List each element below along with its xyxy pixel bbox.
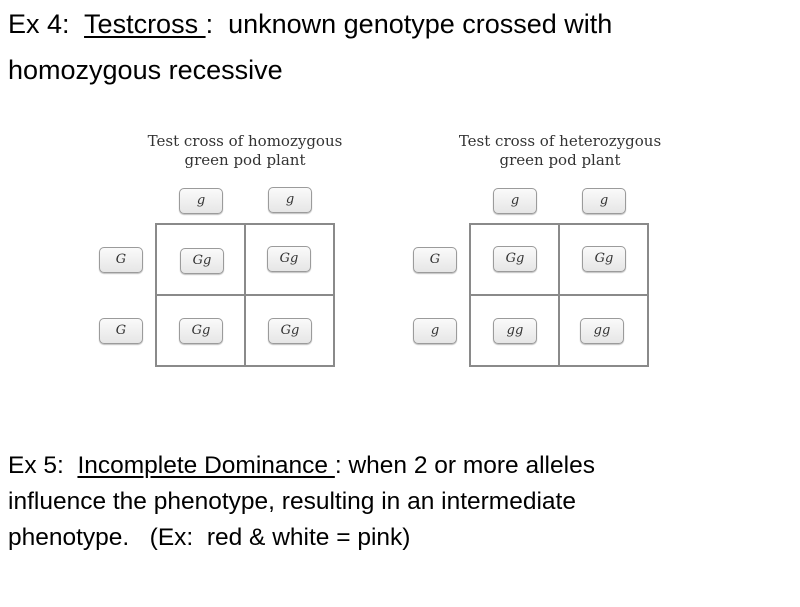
grid-line	[155, 365, 335, 367]
side-allele-chip: g	[413, 318, 457, 344]
offspring-genotype-chip: Gg	[582, 246, 626, 272]
ex5-label: Ex 5:	[8, 452, 78, 479]
grid-line	[469, 223, 649, 225]
top-allele-chip: g	[582, 188, 626, 214]
ex4-heading	[8, 4, 612, 44]
side-allele-chip: G	[99, 318, 143, 344]
cross-title	[430, 132, 690, 170]
ex5-definition: : when 2 or more alleles	[334, 452, 595, 479]
cross-title-line2: green pod plant	[184, 151, 306, 169]
ex5-heading	[8, 446, 595, 486]
grid-line	[155, 223, 335, 225]
grid-line	[469, 365, 649, 367]
top-allele-chip: g	[268, 187, 312, 213]
ex4-label: Ex 4:	[8, 9, 85, 39]
ex5-definition-line2: influence the phenotype, resulting in an intermediate	[8, 488, 576, 515]
cross-title-line1: Test cross of heterozygous	[458, 132, 662, 150]
top-allele-chip: g	[179, 188, 223, 214]
grid-line	[469, 294, 649, 296]
side-allele-chip: G	[99, 247, 143, 273]
offspring-genotype-chip: Gg	[268, 318, 312, 344]
ex4-term: Testcross	[84, 9, 206, 39]
ex4-definition: : unknown genotype crossed with	[205, 9, 613, 39]
side-allele-chip: G	[413, 247, 457, 273]
ex5-term: Incomplete Dominance	[77, 452, 335, 479]
offspring-genotype-chip: Gg	[180, 248, 224, 274]
cross-title-line1: Test cross of homozygous	[147, 132, 343, 150]
ex5-definition-line3: phenotype. (Ex: red & white = pink)	[8, 524, 411, 551]
offspring-genotype-chip: gg	[493, 318, 537, 344]
offspring-genotype-chip: Gg	[267, 246, 311, 272]
grid-line	[155, 294, 335, 296]
cross-title	[115, 132, 375, 170]
ex4-definition-line2: homozygous recessive	[8, 55, 283, 85]
top-allele-chip: g	[493, 188, 537, 214]
cross-title-line2: green pod plant	[499, 151, 621, 169]
offspring-genotype-chip: gg	[580, 318, 624, 344]
offspring-genotype-chip: Gg	[493, 246, 537, 272]
offspring-genotype-chip: Gg	[179, 318, 223, 344]
